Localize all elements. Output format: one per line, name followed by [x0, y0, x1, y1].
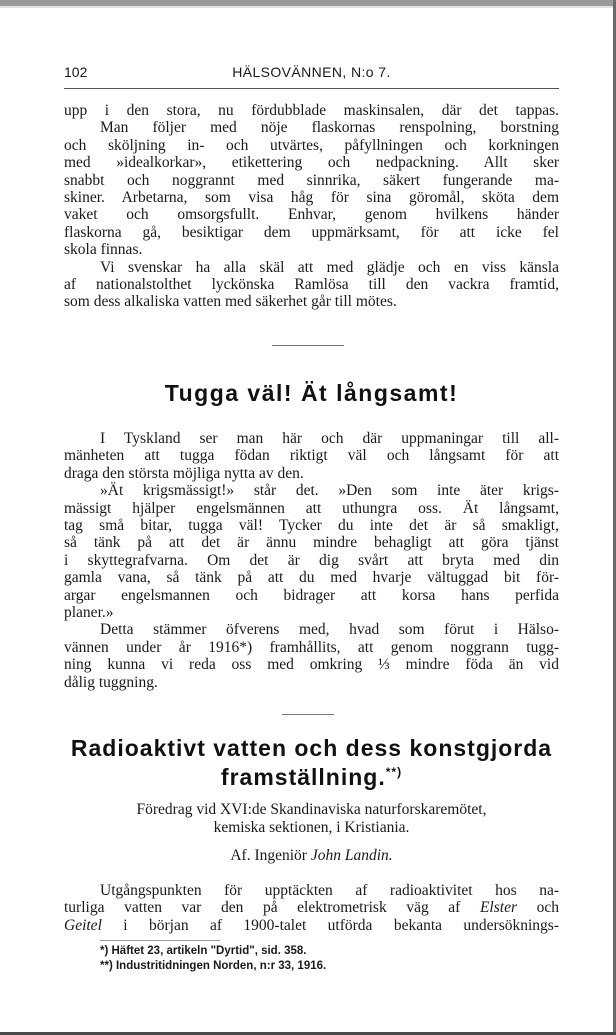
author-prefix: Af. Ingeniör — [230, 847, 307, 864]
running-title: HÄLSOVÄNNEN, N:o 7. — [232, 64, 391, 80]
text-line: tag små bitar, tugga väl! Tycker du inte det är så smakligt, — [64, 517, 559, 535]
section-divider — [272, 345, 344, 346]
text-line: vännen under år 1916*) framhållits, att genom noggrann tugg- — [64, 638, 559, 656]
text-line: som dess alkaliska vatten med säkerhet går till mötes. — [64, 293, 397, 311]
article-title-line1: Radioaktivt vatten och dess konstgjorda — [70, 735, 553, 761]
text-segment: och — [536, 899, 559, 917]
text-line — [64, 917, 559, 934]
text-line — [64, 899, 559, 916]
text-line: Man följer med nöje flaskornas renspolning, borstning — [100, 119, 559, 137]
text-line: gamla vana, så tänk på att du med hvarje vältuggad bit för- — [64, 569, 559, 587]
text-line: draga den största möjliga nytta av den. — [64, 464, 304, 482]
text-line: vaket och omsorgsfullt. Enhvar, genom hvilkens händer — [64, 206, 559, 224]
italic-name: Elster — [479, 899, 517, 917]
scan-edge-top-light — [0, 6, 616, 8]
text-segment: i början af 1900-talet utförda bekanta undersöknings- — [123, 916, 559, 934]
footnote-rule — [100, 940, 220, 941]
text-line: i skyttegrafvarna. Om det är dig svårt att bryta med din — [64, 551, 559, 569]
article2-text — [64, 882, 559, 934]
text-line: så tänk på att det är ännu mindre behagligt att göra tjänst — [64, 534, 559, 552]
article-title-line2 — [64, 764, 559, 791]
text-line: skola finnas. — [64, 241, 143, 259]
text-line: dålig tuggning. — [64, 673, 158, 691]
text-line: mänheten att tugga födan riktigt väl och långsamt för att — [64, 447, 559, 465]
text-line: upp i den stora, nu fördubblade maskinsalen, där det tappas. — [64, 102, 559, 119]
section1-text — [64, 102, 559, 311]
text-line: och sköljning in- och utvärtes, påfyllningen och korkningen — [64, 136, 559, 154]
footnote: *) Häftet 23, artikeln "Dyrtid", sid. 358. — [100, 945, 307, 957]
footnote: **) Industritidningen Norden, n:r 33, 1916. — [100, 960, 327, 972]
text-line: skiner. Arbetarna, som visa håg för sina göromål, sköta dem — [64, 189, 559, 207]
author-name: John Landin. — [310, 847, 393, 864]
subtitle-line: kemiska sektionen, i Kristiania. — [213, 819, 410, 836]
header-rule — [64, 88, 559, 89]
text-segment: turliga vatten var den på elektrometrisk väg af — [64, 899, 461, 917]
page-number: 102 — [64, 64, 88, 80]
text-line: snabbt och noggrannt med sinnrika, säkert fungerande ma- — [64, 171, 559, 189]
article-title-text: framställning. — [220, 764, 386, 790]
text-line: Vi svenskar ha alla skäl att med glädje och en viss känsla — [100, 258, 559, 276]
text-line: argar engelsmannen och bidrager att korsa hans perfida — [64, 586, 559, 604]
subtitle-line: Föredrag vid XVI:de Skandinaviska naturforskaremötet, — [136, 801, 487, 818]
text-line: flaskorna gå, besiktigar dem uppmärksamt, för att icke fel — [64, 223, 559, 241]
text-line: Utgångspunkten för upptäckten af radioaktivitet hos na- — [100, 882, 559, 899]
text-line: ning kunna vi reda oss med omkring ⅓ mindre föda än vid — [64, 656, 559, 674]
footnotes — [100, 944, 500, 974]
article1-text — [64, 430, 559, 691]
text-line: I Tyskland ser man här och där uppmaningar till all- — [100, 430, 559, 447]
article-author — [64, 847, 559, 865]
text-line: Detta stämmer öfverens med, hvad som förut i Hälso- — [100, 621, 559, 639]
footnote-marker: **) — [385, 765, 403, 779]
text-line: »Ät krigsmässigt!» står det. »Den som inte äter krigs- — [100, 482, 559, 500]
text-line: planer.» — [64, 604, 114, 622]
text-line: med »idealkorkar», etikettering och nedpackning. Allt sker — [64, 154, 559, 172]
article-subtitle — [64, 801, 559, 837]
text-line: mässigt hjälper engelsmännen att uthungra oss. Ät långsamt, — [64, 499, 559, 517]
page-header — [64, 64, 559, 84]
article-title: Tugga väl! Ät långsamt! — [164, 380, 459, 406]
italic-name: Geitel — [64, 916, 102, 934]
text-line: af nationalstolthet lyckönska Ramlösa till den vackra framtid, — [64, 276, 559, 294]
section-divider — [282, 714, 334, 715]
